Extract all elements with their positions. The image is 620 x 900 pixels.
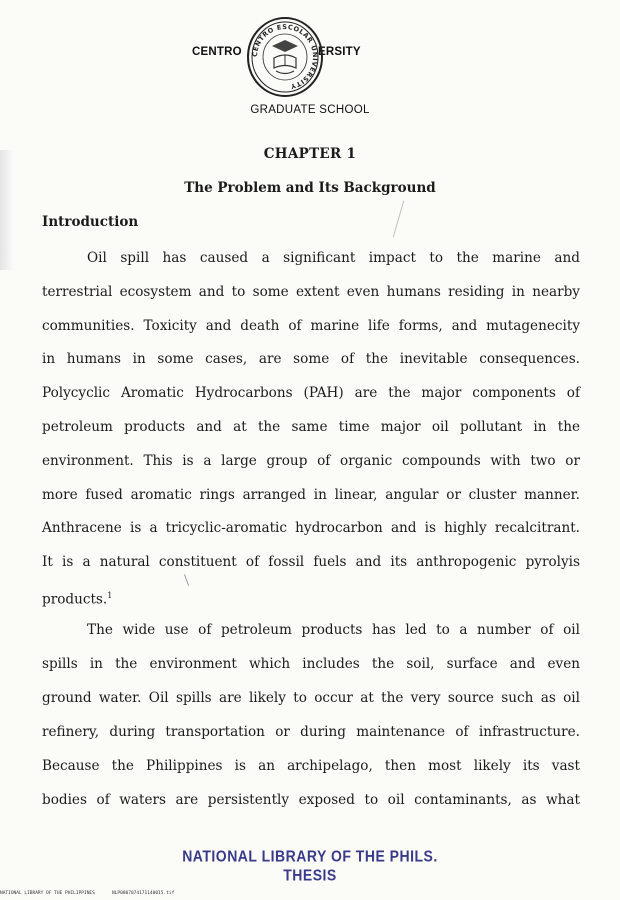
- paragraph-line: Anthracene is a tricyclic-aromatic hydrocarbon and is highly recalcitrant.: [42, 520, 580, 536]
- chapter-heading: CHAPTER 1: [263, 146, 357, 162]
- pen-mark: [393, 201, 404, 238]
- library-stamp-line1: NATIONAL LIBRARY OF THE PHILS.: [182, 846, 438, 866]
- paragraph-line: more fused aromatic rings arranged in linear, angular or cluster manner.: [42, 487, 580, 503]
- paragraph-line: ground water. Oil spills are likely to occur at the very source such as oil: [42, 690, 580, 706]
- chapter-title: The Problem and Its Background: [184, 180, 436, 196]
- university-seal-icon: [246, 16, 324, 98]
- paragraph-line: bodies of waters are persistently exposed to oil contaminants, as what: [42, 792, 580, 808]
- paragraph-line: spills in the environment which includes the soil, surface and even: [42, 656, 580, 672]
- footer-file-code: NLP0807074171140015.tif: [112, 891, 175, 896]
- paragraph-text: products.: [42, 591, 108, 608]
- footnote-reference: 1: [107, 591, 113, 600]
- paragraph-line-last: [42, 586, 580, 610]
- footer-library: NATIONAL LIBRARY OF THE PHILIPPINES: [0, 891, 95, 896]
- university-name-right: ERSITY: [318, 46, 361, 58]
- paragraph-line: Oil spill has caused a significant impact to the marine and: [87, 250, 580, 266]
- paragraph-line: communities. Toxicity and death of marine life forms, and mutagenecity: [42, 318, 580, 334]
- library-stamp-line2: THESIS: [283, 865, 337, 885]
- paragraph-line: in humans in some cases, are some of the inevitable consequences.: [42, 351, 580, 367]
- paragraph-line: environment. This is a large group of organic compounds with two or: [42, 453, 580, 469]
- paragraph-line: The wide use of petroleum products has led to a number of oil: [87, 622, 580, 638]
- paragraph-line: petroleum products and at the same time major oil pollutant in the: [42, 419, 580, 435]
- paragraph-line: It is a natural constituent of fossil fuels and its anthropogenic pyrolyis: [42, 554, 580, 570]
- paragraph-line: terrestrial ecosystem and to some extent even humans residing in nearby: [42, 284, 580, 300]
- seal-text: CENTRO ESCOLAR UNIVERSITY: [250, 22, 320, 91]
- section-heading: Introduction: [42, 214, 139, 230]
- pen-mark: [184, 574, 189, 586]
- paragraph-line: Because the Philippines is an archipelago, then most likely its vast: [42, 758, 580, 774]
- paragraph-line: refinery, during transportation or during maintenance of infrastructure.: [42, 724, 580, 740]
- graduate-school-label: GRADUATE SCHOOL: [250, 104, 370, 116]
- university-name-left: CENTRO: [192, 46, 242, 58]
- paragraph-line: Polycyclic Aromatic Hydrocarbons (PAH) are the major components of: [42, 385, 580, 401]
- scan-shadow: [0, 150, 14, 270]
